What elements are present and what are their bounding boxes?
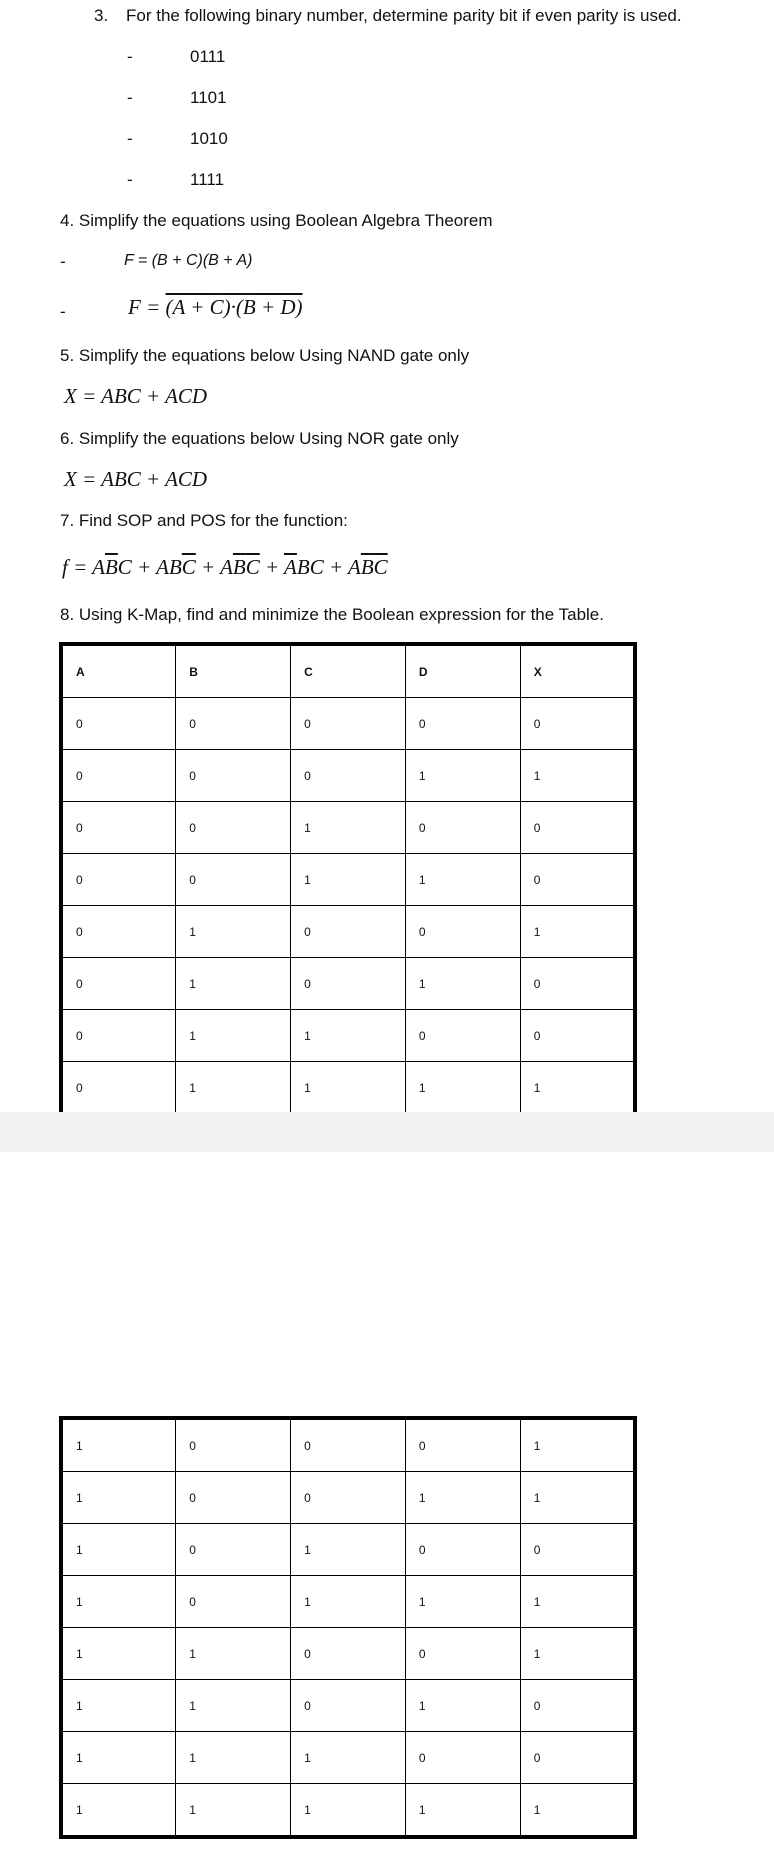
q7-plus: + bbox=[323, 555, 349, 579]
header-x: X bbox=[520, 644, 635, 698]
table-cell: 0 bbox=[405, 1010, 520, 1062]
table-cell: 0 bbox=[176, 1472, 291, 1524]
q3-item: 0111 bbox=[190, 47, 226, 66]
table-cell: 0 bbox=[405, 1524, 520, 1576]
table-cell: 1 bbox=[291, 1010, 406, 1062]
table-cell: 0 bbox=[176, 1576, 291, 1628]
table-cell: 1 bbox=[520, 1418, 635, 1472]
q7-literal: $\overline{B}$ bbox=[232, 555, 246, 579]
table-cell: 0 bbox=[520, 802, 635, 854]
truth-table-part-1 bbox=[59, 642, 637, 1117]
table-cell: 1 bbox=[520, 750, 635, 802]
table-cell: 1 bbox=[291, 854, 406, 906]
q7-literal: $\overline{C}$ bbox=[181, 555, 196, 579]
table-cell: 1 bbox=[405, 1472, 520, 1524]
table-cell: 1 bbox=[405, 1680, 520, 1732]
q3-dash: - bbox=[127, 88, 133, 107]
table-cell: 0 bbox=[520, 1680, 635, 1732]
table-cell: 0 bbox=[405, 802, 520, 854]
q6-equation: X = ABC + ACD bbox=[64, 467, 208, 491]
q7-literal: C bbox=[117, 555, 132, 579]
table-cell: 0 bbox=[291, 750, 406, 802]
q3-item: 1010 bbox=[190, 129, 228, 148]
table-cell: 1 bbox=[520, 1784, 635, 1838]
table-cell: 1 bbox=[176, 1784, 291, 1838]
table-cell: 0 bbox=[176, 1418, 291, 1472]
q3-dash: - bbox=[127, 129, 133, 148]
table-cell: 0 bbox=[61, 698, 176, 750]
table-row bbox=[61, 906, 635, 958]
table-cell: 1 bbox=[291, 1732, 406, 1784]
q7-literal: A bbox=[156, 555, 169, 579]
q7-literal: $\overline{B}$ bbox=[104, 555, 118, 579]
table-cell: 1 bbox=[61, 1472, 176, 1524]
table-cell: 0 bbox=[291, 906, 406, 958]
q7-literal: $\overline{C}$ bbox=[373, 555, 388, 579]
table-row bbox=[61, 1418, 635, 1472]
table-row bbox=[61, 1010, 635, 1062]
q7-plus: + bbox=[195, 555, 221, 579]
table-cell: 1 bbox=[405, 750, 520, 802]
header-d: D bbox=[405, 644, 520, 698]
table-cell: 0 bbox=[520, 1732, 635, 1784]
table-row bbox=[61, 750, 635, 802]
table-cell: 1 bbox=[61, 1628, 176, 1680]
table-row bbox=[61, 1680, 635, 1732]
q3-text: For the following binary number, determine parity bit if even parity is used. bbox=[126, 6, 682, 25]
table-cell: 1 bbox=[405, 854, 520, 906]
table-cell: 0 bbox=[405, 1628, 520, 1680]
table-cell: 0 bbox=[405, 906, 520, 958]
q3-item: 1111 bbox=[190, 170, 225, 189]
q4-eq2-close: + D) bbox=[255, 295, 303, 319]
table-cell: 0 bbox=[61, 906, 176, 958]
q5-equation: X = ABC + ACD bbox=[64, 384, 208, 408]
table-cell: 0 bbox=[405, 1418, 520, 1472]
table-cell: 1 bbox=[176, 1062, 291, 1116]
q7-equation bbox=[62, 555, 388, 580]
table-cell: 0 bbox=[405, 698, 520, 750]
table-cell: 1 bbox=[61, 1732, 176, 1784]
table-cell: 0 bbox=[176, 750, 291, 802]
table-cell: 0 bbox=[176, 698, 291, 750]
table-cell: 1 bbox=[405, 958, 520, 1010]
q3-dash: - bbox=[127, 170, 133, 189]
table-cell: 1 bbox=[291, 1784, 406, 1838]
table-cell: 1 bbox=[176, 958, 291, 1010]
table-row bbox=[61, 1784, 635, 1838]
table-cell: 1 bbox=[176, 1732, 291, 1784]
table-cell: 0 bbox=[291, 698, 406, 750]
table-cell: 1 bbox=[520, 1472, 635, 1524]
q3-item: 1101 bbox=[190, 88, 227, 107]
page-gap bbox=[0, 1112, 774, 1152]
table-row bbox=[61, 854, 635, 906]
table-cell: 0 bbox=[291, 1628, 406, 1680]
table-cell: 0 bbox=[520, 698, 635, 750]
table-cell: 1 bbox=[520, 906, 635, 958]
header-c: C bbox=[291, 644, 406, 698]
q7-eq-terms bbox=[92, 555, 388, 579]
q4-eq2-open: (A + bbox=[165, 295, 210, 319]
table-cell: 0 bbox=[176, 1524, 291, 1576]
q7-literal: B bbox=[296, 555, 310, 579]
q4-equation-2 bbox=[128, 295, 303, 320]
q7-text: 7. Find SOP and POS for the function: bbox=[60, 511, 348, 530]
q4-eq2-b-bar: B bbox=[242, 295, 256, 319]
q4-eq2-c-bar: C bbox=[209, 295, 224, 319]
table-cell: 1 bbox=[520, 1576, 635, 1628]
table-cell: 0 bbox=[61, 802, 176, 854]
table-cell: 0 bbox=[520, 958, 635, 1010]
table-row bbox=[61, 1576, 635, 1628]
q7-literal: C bbox=[309, 555, 324, 579]
q4-dash: - bbox=[60, 302, 66, 321]
table-cell: 1 bbox=[291, 1062, 406, 1116]
q7-literal: $\overline{A}$ bbox=[284, 555, 297, 579]
q6-text: 6. Simplify the equations below Using NOR gate only bbox=[60, 429, 459, 448]
table-row bbox=[61, 802, 635, 854]
q7-literal: A bbox=[220, 555, 233, 579]
table-row bbox=[61, 1628, 635, 1680]
q7-literal: $\overline{C}$ bbox=[245, 555, 260, 579]
q4-eq2-mid: )·( bbox=[223, 295, 243, 319]
q4-eq2-barred-expr bbox=[166, 295, 303, 319]
table-row bbox=[61, 1732, 635, 1784]
q7-literal: B bbox=[168, 555, 182, 579]
table-cell: 0 bbox=[291, 958, 406, 1010]
table-cell: 0 bbox=[520, 1010, 635, 1062]
table-cell: 0 bbox=[176, 802, 291, 854]
q7-literal: $\overline{B}$ bbox=[360, 555, 374, 579]
q3-dash: - bbox=[127, 47, 133, 66]
table-cell: 0 bbox=[291, 1418, 406, 1472]
table-cell: 1 bbox=[291, 1576, 406, 1628]
table-row bbox=[61, 698, 635, 750]
q7-literal: A bbox=[348, 555, 361, 579]
header-a: A bbox=[61, 644, 176, 698]
table-row bbox=[61, 1524, 635, 1576]
table-cell: 0 bbox=[61, 1062, 176, 1116]
table-cell: 0 bbox=[520, 1524, 635, 1576]
table-cell: 0 bbox=[61, 854, 176, 906]
table-cell: 1 bbox=[520, 1628, 635, 1680]
header-b: B bbox=[176, 644, 291, 698]
table-cell: 0 bbox=[61, 1010, 176, 1062]
table-cell: 1 bbox=[520, 1062, 635, 1116]
table-cell: 0 bbox=[61, 750, 176, 802]
document-page-2 bbox=[0, 1152, 774, 1852]
q7-eq-lhs: f = bbox=[62, 555, 93, 579]
table-cell: 1 bbox=[61, 1784, 176, 1838]
table-cell: 1 bbox=[405, 1576, 520, 1628]
q4-dash: - bbox=[60, 252, 66, 271]
table-cell: 1 bbox=[176, 1010, 291, 1062]
q4-equation-1: F = (B + C)(B + A) bbox=[124, 252, 253, 269]
table-cell: 1 bbox=[61, 1418, 176, 1472]
q5-text: 5. Simplify the equations below Using NAND gate only bbox=[60, 346, 470, 365]
table-row bbox=[61, 958, 635, 1010]
q4-eq2-lhs: F = bbox=[128, 295, 166, 319]
table-cell: 0 bbox=[291, 1680, 406, 1732]
table-cell: 0 bbox=[520, 854, 635, 906]
table-cell: 0 bbox=[291, 1472, 406, 1524]
table-cell: 1 bbox=[405, 1062, 520, 1116]
table-cell: 1 bbox=[61, 1524, 176, 1576]
q7-plus: + bbox=[259, 555, 285, 579]
q3-number: 3. bbox=[94, 6, 109, 25]
table-cell: 1 bbox=[176, 1628, 291, 1680]
q4-text: 4. Simplify the equations using Boolean Algebra Theorem bbox=[60, 211, 493, 230]
table-cell: 1 bbox=[291, 802, 406, 854]
q7-plus: + bbox=[131, 555, 157, 579]
table-cell: 1 bbox=[61, 1576, 176, 1628]
table-cell: 1 bbox=[291, 1524, 406, 1576]
table-cell: 1 bbox=[61, 1680, 176, 1732]
table-cell: 0 bbox=[405, 1732, 520, 1784]
table-cell: 0 bbox=[61, 958, 176, 1010]
table-cell: 0 bbox=[176, 854, 291, 906]
truth-table-part-2 bbox=[59, 1416, 637, 1839]
table-cell: 1 bbox=[405, 1784, 520, 1838]
table-cell: 1 bbox=[176, 906, 291, 958]
q8-text: 8. Using K-Map, find and minimize the Boolean expression for the Table. bbox=[60, 605, 604, 624]
q7-literal: A bbox=[92, 555, 105, 579]
table-row bbox=[61, 1472, 635, 1524]
table-row bbox=[61, 1062, 635, 1116]
table-cell: 1 bbox=[176, 1680, 291, 1732]
